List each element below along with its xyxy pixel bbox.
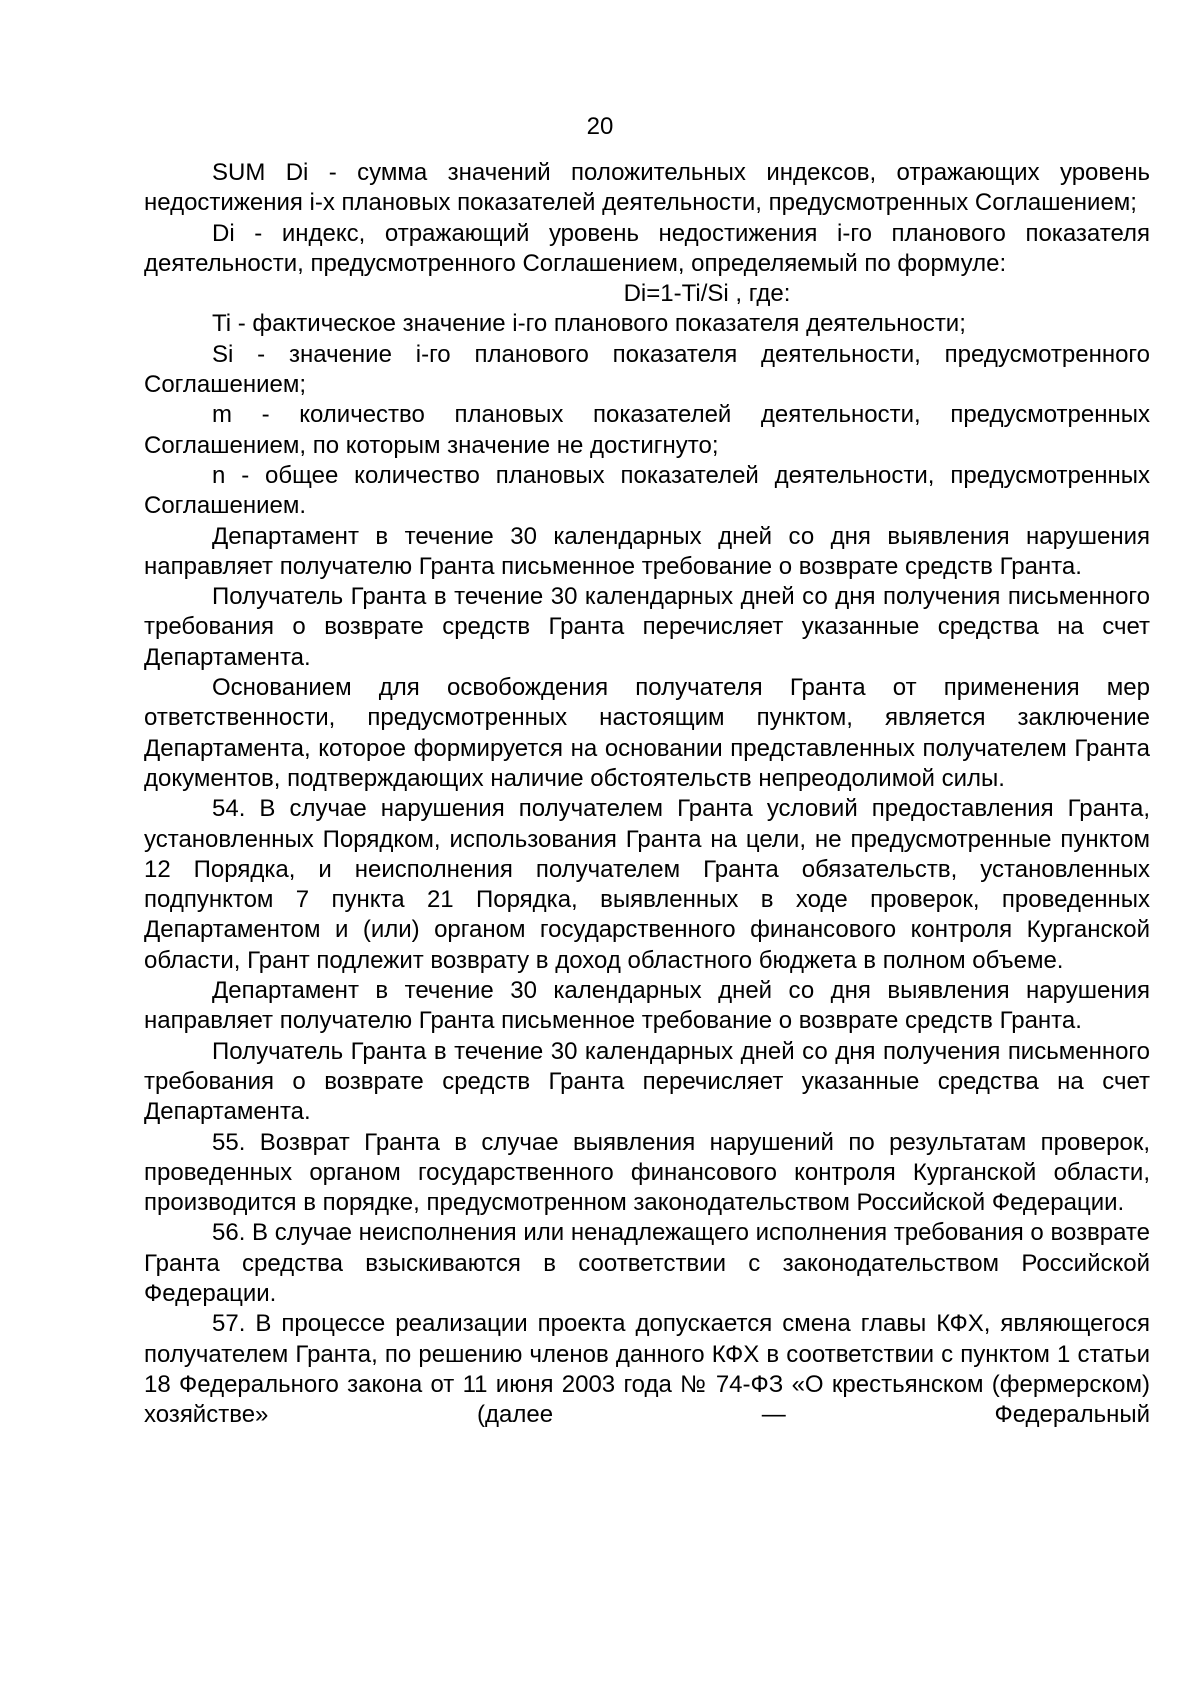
page-number: 20 — [586, 113, 614, 140]
paragraph-sum-di: SUM Di - сумма значений положительных индексов, отражающих уровень недостижения i-х плановых показателей деятельности, предусмотренных Соглашением; — [144, 159, 1150, 217]
paragraph-clause-55: 55. Возврат Гранта в случае выявления нарушений по результатам проверок, проведенных органом государственного финансового контроля Курганской области, производится в порядке, предусмотренном законодательством Российской Федерации. — [144, 1128, 1150, 1217]
paragraph-recipient-transfer-2: Получатель Гранта в течение 30 календарных дней со дня получения письменного требования о возврате средств Гранта перечисляет указанные средства на счет Департамента. — [144, 1037, 1150, 1126]
paragraph-clause-56: 56. В случае неисполнения или ненадлежащего исполнения требования о возврате Гранта средства взыскиваются в соответствии с законодательством Российской Федерации. — [144, 1219, 1150, 1307]
paragraph-force-majeure: Основанием для освобождения получателя Гранта от применения мер ответственности, предусмотренных настоящим пунктом, является заключение Департамента, которое формируется на основании представленных получателем Гранта документов, подтверждающих наличие обстоятельств непреодолимой силы. — [144, 674, 1150, 792]
paragraph-ti-definition: Ti - фактическое значение i-го планового показателя деятельности; — [212, 310, 966, 338]
paragraph-clause-54: 54. В случае нарушения получателем Гранта условий предоставления Гранта, установленных Порядком, использования Гранта на цели, не предусмотренные пунктом 12 Порядка, и неисполнения получателем Гранта обязательств, установленных подпунктом 7 пункта 21 Порядка, выявленных в ходе проверок, проведенных Департаментом и (или) органом государственного финансового контроля Курганской области, Грант подлежит возврату в доход областного бюджета в полном объеме. — [144, 795, 1150, 974]
document-body — [144, 158, 1150, 1430]
formula-di: Di=1-Ti/Si , где: — [623, 280, 791, 308]
paragraph-recipient-transfer-1: Получатель Гранта в течение 30 календарных дней со дня получения письменного требования о возврате средств Гранта перечисляет указанные средства на счет Департамента. — [144, 583, 1150, 671]
paragraph-m-definition: m - количество плановых показателей деятельности, предусмотренных Соглашением, по которым значение не достигнуто; — [144, 401, 1150, 459]
paragraph-department-demand-1: Департамент в течение 30 календарных дней со дня выявления нарушения направляет получателю Гранта письменное требование о возврате средств Гранта. — [144, 522, 1150, 580]
paragraph-si-definition: Si - значение i-го планового показателя деятельности, предусмотренного Соглашением; — [144, 340, 1150, 399]
paragraph-clause-57: 57. В процессе реализации проекта допускается смена главы КФХ, являющегося получателем Гранта, по решению членов данного КФХ в соответствии с пунктом 1 статьи 18 Федерального закона от 11 июня 2003 года № 74-ФЗ «О крестьянском (фермерском) хозяйстве» (далее — Федеральный — [144, 1310, 1150, 1429]
paragraph-n-definition: n - общее количество плановых показателей деятельности, предусмотренных Соглашением. — [144, 461, 1150, 520]
paragraph-department-demand-2: Департамент в течение 30 календарных дней со дня выявления нарушения направляет получателю Гранта письменное требование о возврате средств Гранта. — [144, 977, 1150, 1035]
paragraph-di-definition: Di - индекс, отражающий уровень недостижения i-го планового показателя деятельности, предусмотренного Соглашением, определяемый по формуле: — [144, 219, 1150, 277]
